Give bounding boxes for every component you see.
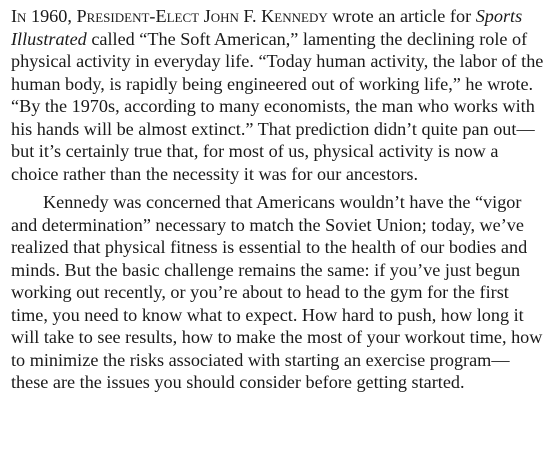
paragraph-1-text-a: wrote an article for [327,6,476,26]
paragraph-1 [11,5,544,185]
paragraph-lead-in: In 1960, President-Elect John F. Kennedy [11,6,328,26]
paragraph-1-text-b: called “The Soft American,” lamenting the declining role of physical activity in everyday life. “Today human activity, the labor of the human body, is rapidly being engineered out of working life,” he wrote. “By the 1970s, according to many economists, the man who works with his hands will be almost extinct.” That prediction didn’t quite pan out—but it’s certainly true that, for most of us, physical activity is now a choice rather than the necessity it was for our ancestors. [11,28,544,184]
magazine-title: Sports Illustrated [11,6,523,49]
paragraph-2: Kennedy was concerned that Americans wouldn’t have the “vigor and determination” necessary to match the Soviet Union; today, we’ve realized that physical fitness is essential to the health of our bodies and minds. But the basic challenge remains the same: if you’ve just begun working out recently, or you’re about to head to the gym for the first time, you need to know what to expect. How hard to push, how long it will take to see results, how to make the most of your workout time, how to minimize the risks associated with starting an exercise program—these are the issues you should consider before getting started. [11,192,543,392]
